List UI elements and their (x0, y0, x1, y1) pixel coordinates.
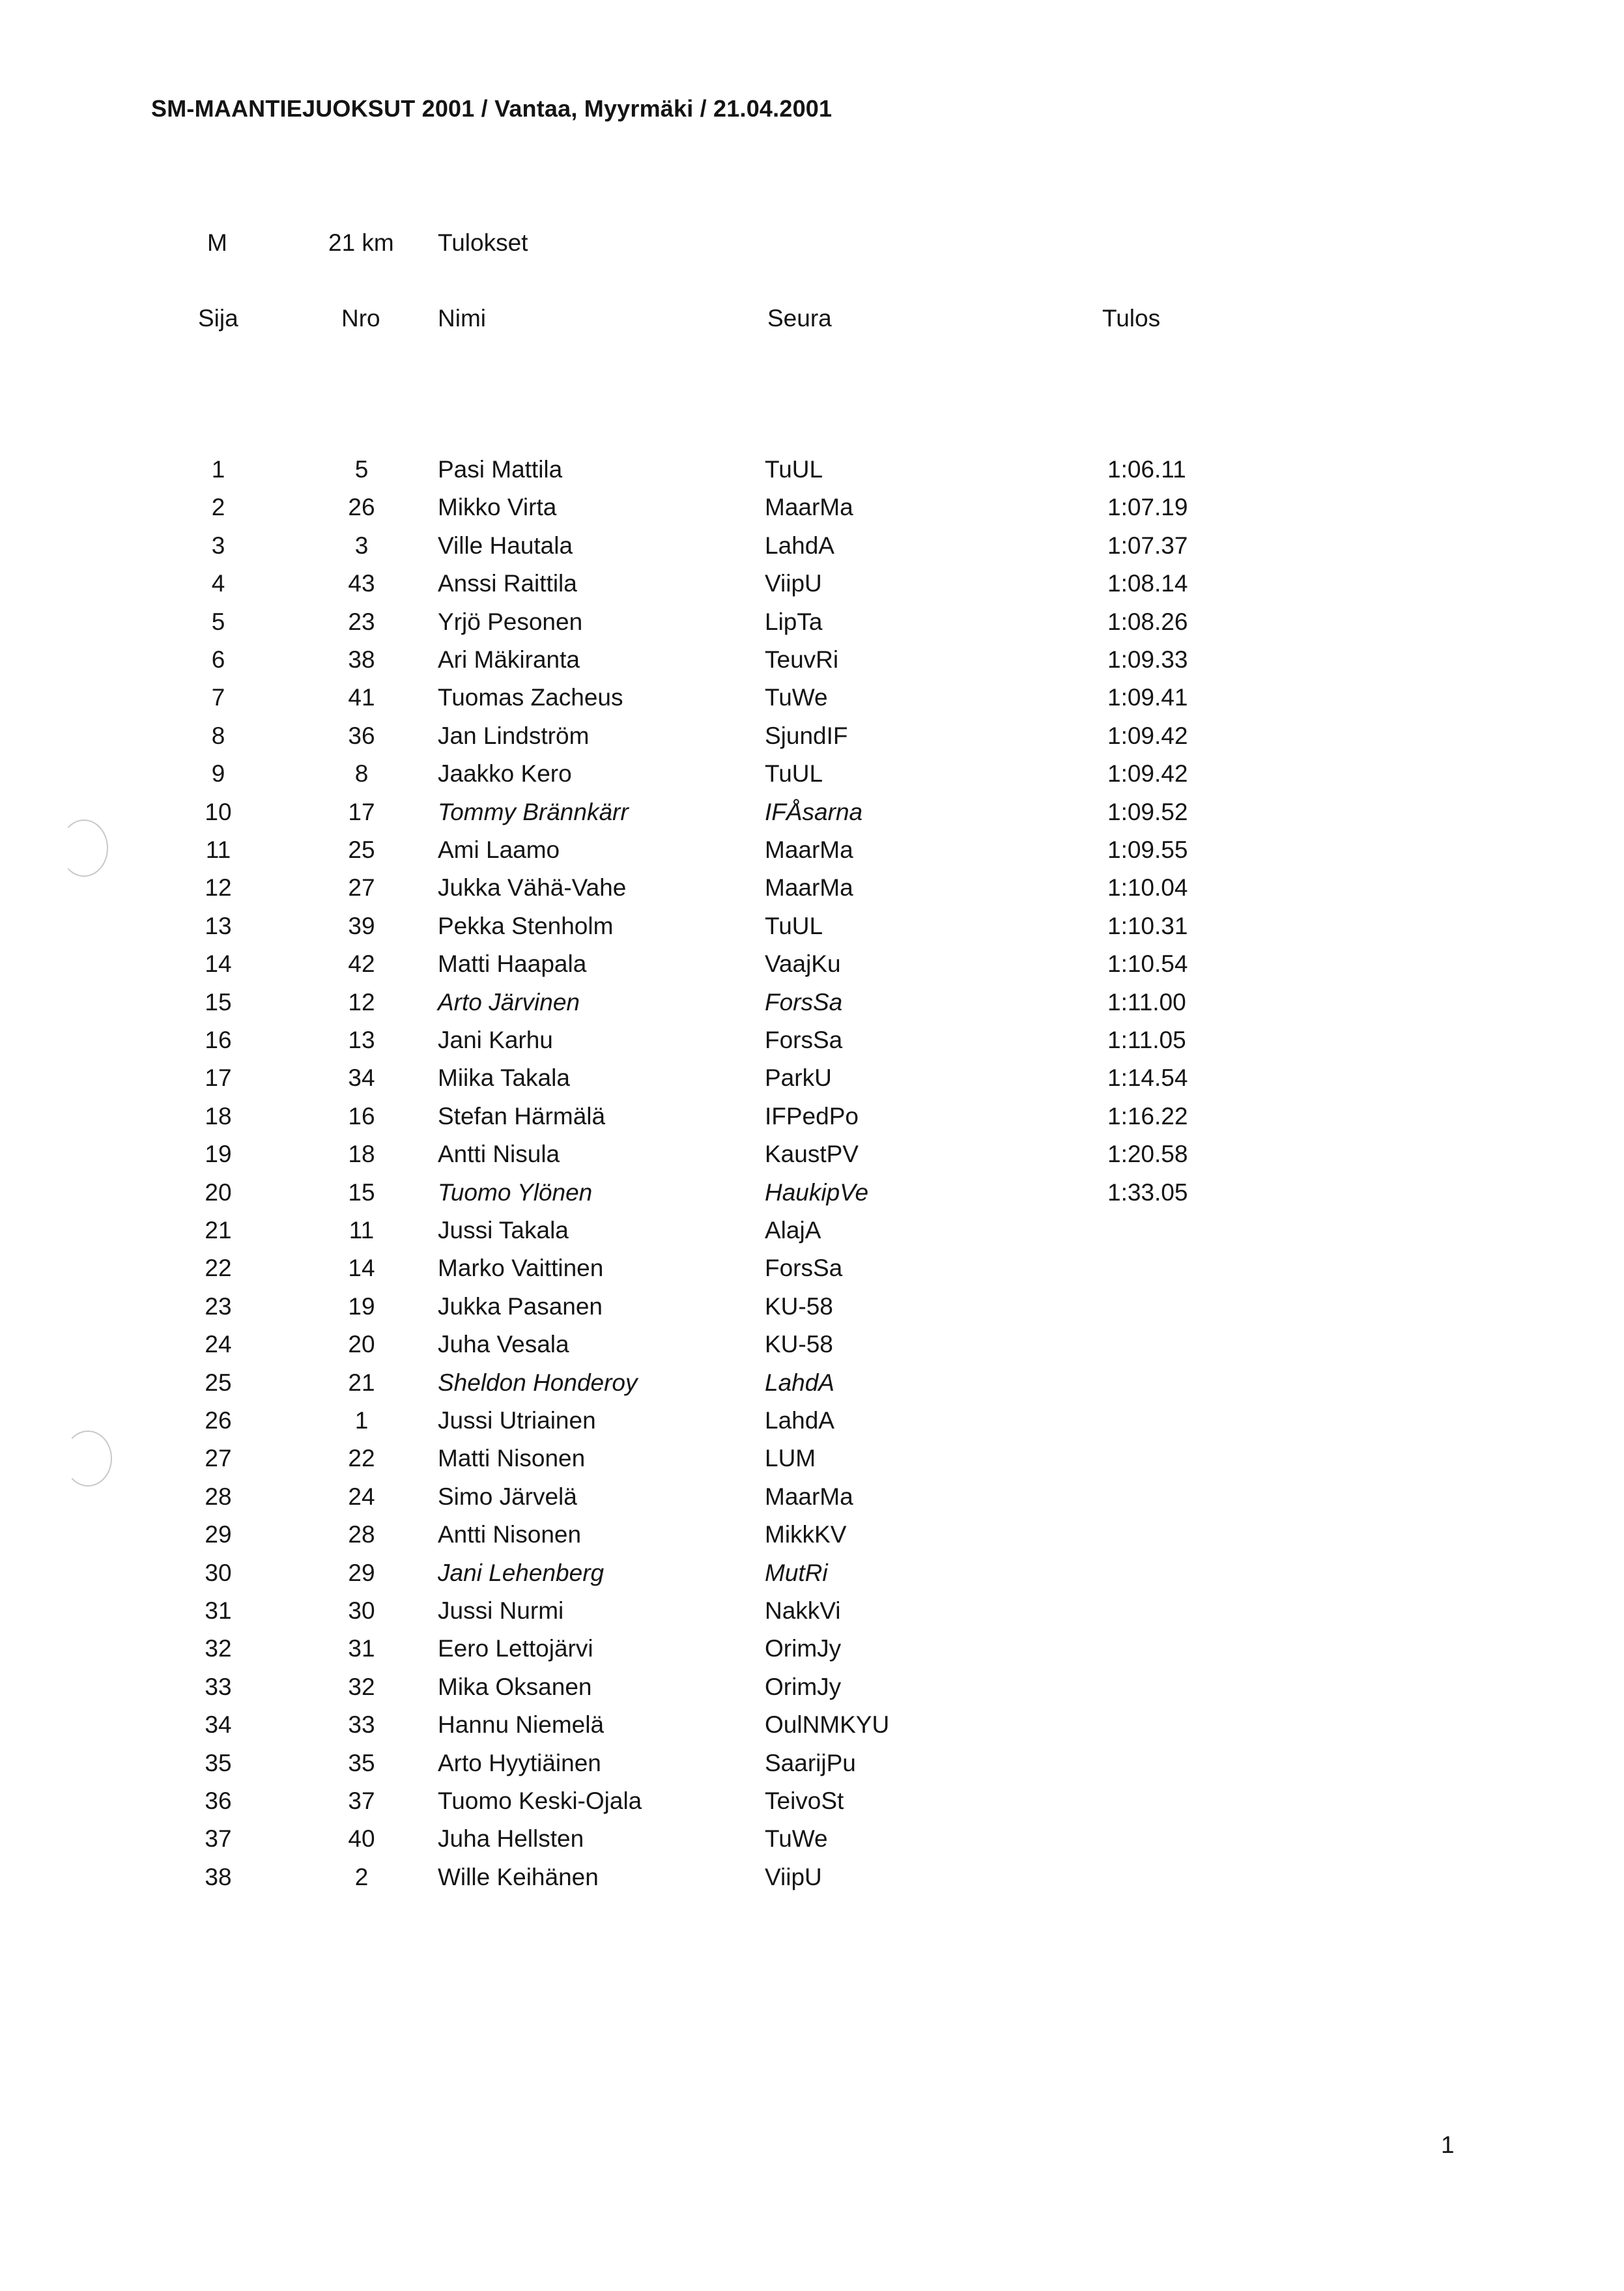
cell-nro: 21 (348, 1369, 375, 1396)
cell-sija: 19 (205, 1141, 232, 1168)
cell-nro: 32 (348, 1673, 375, 1700)
cell-seura: ParkU (765, 1064, 832, 1092)
cell-tulos: 1:08.14 (1107, 570, 1188, 597)
cell-sija: 9 (211, 760, 225, 788)
cell-nimi: Arto Hyytiäinen (438, 1749, 601, 1776)
cell-tulos: 1:11.00 (1107, 988, 1186, 1016)
cell-nro: 42 (348, 950, 375, 978)
cell-nimi: Marko Vaittinen (438, 1255, 604, 1282)
cell-sija: 33 (205, 1673, 232, 1700)
column-header-nro: Nro (341, 305, 380, 332)
cell-sija: 10 (205, 798, 232, 825)
cell-sija: 22 (205, 1255, 232, 1282)
cell-seura: KU-58 (765, 1331, 833, 1358)
cell-tulos: 1:09.41 (1107, 684, 1188, 711)
table-row (0, 1059, 1624, 1097)
cell-nro: 2 (354, 1863, 369, 1890)
cell-tulos: 1:10.31 (1107, 912, 1188, 939)
cell-nimi: Jukka Vähä-Vahe (438, 874, 627, 902)
cell-nro: 24 (348, 1483, 375, 1510)
cell-sija: 8 (211, 722, 225, 749)
cell-seura: IFPedPo (765, 1102, 859, 1130)
cell-seura: OulNMKYU (765, 1711, 890, 1739)
cell-seura: TeuvRi (765, 646, 839, 673)
table-row (0, 869, 1624, 907)
cell-nimi: Tuomo Keski-Ojala (438, 1787, 642, 1814)
cell-nro: 22 (348, 1445, 375, 1472)
cell-seura: LUM (765, 1445, 816, 1472)
cell-nimi: Jaakko Kero (438, 760, 572, 788)
cell-nimi: Juha Hellsten (438, 1825, 584, 1853)
cell-seura: TeivoSt (765, 1787, 844, 1814)
cell-seura: ForsSa (765, 1027, 843, 1053)
cell-nro: 41 (348, 684, 375, 711)
table-row (0, 1516, 1624, 1554)
cell-sija: 20 (205, 1178, 232, 1206)
cell-sija: 2 (211, 494, 225, 521)
cell-sija: 1 (211, 456, 225, 483)
cell-nimi: Tuomas Zacheus (438, 684, 623, 711)
cell-tulos: 1:16.22 (1107, 1102, 1188, 1130)
cell-nimi: Ville Hautala (438, 532, 573, 559)
cell-nimi: Jani Karhu (438, 1027, 553, 1053)
cell-nimi: Matti Nisonen (438, 1445, 586, 1472)
cell-nro: 23 (348, 608, 375, 635)
column-header-tulos: Tulos (1102, 305, 1161, 332)
cell-tulos: 1:11.05 (1107, 1027, 1186, 1053)
cell-seura: ForsSa (765, 1255, 843, 1282)
punch-hole-mark (60, 819, 108, 877)
cell-sija: 7 (211, 684, 225, 711)
cell-nro: 17 (348, 798, 375, 825)
table-row (0, 1440, 1624, 1477)
cell-nro: 31 (348, 1635, 375, 1662)
cell-sija: 31 (205, 1597, 232, 1624)
cell-seura: ViipU (765, 1863, 822, 1890)
cell-nro: 16 (348, 1102, 375, 1130)
cell-nimi: Pasi Mattila (438, 456, 563, 483)
cell-nimi: Pekka Stenholm (438, 912, 614, 939)
cell-seura: VaajKu (765, 950, 841, 978)
cell-nro: 38 (348, 646, 375, 673)
cell-nro: 34 (348, 1064, 375, 1092)
table-row (0, 945, 1624, 983)
table-row (0, 1554, 1624, 1592)
page-number: 1 (1441, 2131, 1455, 2158)
cell-nimi: Sheldon Honderoy (438, 1369, 638, 1396)
cell-sija: 15 (205, 988, 232, 1016)
punch-hole-mark (64, 1430, 112, 1487)
column-header-sija: Sija (198, 305, 238, 332)
cell-sija: 26 (205, 1407, 232, 1434)
cell-nimi: Jani Lehenberg (438, 1559, 605, 1586)
cell-nimi: Mikko Virta (438, 494, 557, 521)
cell-sija: 21 (205, 1217, 232, 1244)
cell-nimi: Antti Nisonen (438, 1521, 582, 1548)
cell-seura: NakkVi (765, 1597, 841, 1624)
cell-tulos: 1:09.42 (1107, 760, 1188, 788)
category-label: Tulokset (438, 229, 528, 256)
table-row (0, 1288, 1624, 1326)
cell-seura: LahdA (765, 1407, 834, 1434)
cell-seura: TuWe (765, 1825, 828, 1853)
column-header-nimi: Nimi (438, 305, 486, 332)
cell-nro: 8 (354, 760, 369, 788)
cell-nimi: Anssi Raittila (438, 570, 577, 597)
cell-seura: TuUL (765, 760, 823, 788)
table-row (0, 717, 1624, 755)
cell-sija: 17 (205, 1064, 232, 1092)
table-row (0, 1668, 1624, 1706)
cell-seura: MaarMa (765, 874, 853, 902)
cell-seura: SaarijPu (765, 1749, 856, 1776)
table-row (0, 1858, 1624, 1896)
cell-tulos: 1:09.42 (1107, 722, 1188, 749)
cell-nimi: Tommy Brännkärr (438, 798, 629, 825)
table-row (0, 1021, 1624, 1059)
cell-nro: 20 (348, 1331, 375, 1358)
cell-sija: 29 (205, 1521, 232, 1548)
table-row (0, 1212, 1624, 1249)
cell-sija: 3 (211, 532, 225, 559)
cell-nimi: Arto Järvinen (438, 988, 580, 1016)
cell-nro: 43 (348, 570, 375, 597)
cell-nimi: Ari Mäkiranta (438, 646, 580, 673)
cell-seura: MaarMa (765, 836, 853, 863)
cell-seura: MikkKV (765, 1521, 847, 1548)
cell-seura: LahdA (765, 1369, 834, 1396)
table-row (0, 1592, 1624, 1630)
cell-sija: 35 (205, 1749, 232, 1776)
cell-seura: OrimJy (765, 1673, 842, 1700)
cell-seura: TuUL (765, 456, 823, 483)
cell-nimi: Ami Laamo (438, 836, 560, 863)
cell-nimi: Mika Oksanen (438, 1673, 592, 1700)
table-row (0, 755, 1624, 793)
cell-tulos: 1:06.11 (1107, 456, 1186, 483)
table-row (0, 1326, 1624, 1363)
cell-nro: 35 (348, 1749, 375, 1776)
cell-seura: HaukipVe (765, 1178, 869, 1206)
cell-seura: ViipU (765, 570, 822, 597)
cell-nro: 40 (348, 1825, 375, 1853)
table-row (0, 793, 1624, 831)
cell-seura: ForsSa (765, 988, 843, 1016)
page-title: SM-MAANTIEJUOKSUT 2001 / Vantaa, Myyrmäki / 21.04.2001 (151, 95, 833, 122)
cell-tulos: 1:10.54 (1107, 950, 1188, 978)
cell-nro: 36 (348, 722, 375, 749)
cell-sija: 38 (205, 1863, 232, 1890)
table-row (0, 1744, 1624, 1782)
cell-nimi: Yrjö Pesonen (438, 608, 583, 635)
cell-nro: 26 (348, 494, 375, 521)
table-row (0, 1630, 1624, 1668)
cell-nro: 3 (354, 532, 369, 559)
cell-nro: 29 (348, 1559, 375, 1586)
cell-sija: 23 (205, 1292, 232, 1320)
cell-sija: 18 (205, 1102, 232, 1130)
cell-seura: TuUL (765, 912, 823, 939)
cell-nimi: Matti Haapala (438, 950, 587, 978)
cell-tulos: 1:33.05 (1107, 1178, 1188, 1206)
cell-nro: 27 (348, 874, 375, 902)
cell-seura: MaarMa (765, 494, 853, 521)
table-row (0, 1706, 1624, 1744)
cell-nro: 28 (348, 1521, 375, 1548)
table-row (0, 1135, 1624, 1173)
cell-sija: 30 (205, 1559, 232, 1586)
cell-tulos: 1:14.54 (1107, 1064, 1188, 1092)
cell-sija: 28 (205, 1483, 232, 1510)
table-row (0, 489, 1624, 526)
table-row (0, 1478, 1624, 1516)
cell-seura: IFÅsarna (765, 798, 863, 825)
cell-nimi: Jussi Utriainen (438, 1407, 596, 1434)
cell-nro: 5 (354, 456, 369, 483)
cell-nimi: Jan Lindström (438, 722, 590, 749)
cell-nimi: Simo Järvelä (438, 1483, 577, 1510)
cell-tulos: 1:20.58 (1107, 1141, 1188, 1168)
cell-nimi: Juha Vesala (438, 1331, 569, 1358)
cell-nimi: Jussi Takala (438, 1217, 569, 1244)
cell-nro: 39 (348, 912, 375, 939)
cell-seura: LipTa (765, 608, 823, 635)
table-row (0, 679, 1624, 717)
cell-nro: 1 (354, 1407, 369, 1434)
cell-seura: SjundIF (765, 722, 848, 749)
cell-nro: 33 (348, 1711, 375, 1739)
table-row (0, 527, 1624, 565)
cell-nimi: Jukka Pasanen (438, 1292, 603, 1320)
table-row (0, 984, 1624, 1021)
cell-nro: 25 (348, 836, 375, 863)
cell-sija: 24 (205, 1331, 232, 1358)
cell-sija: 13 (205, 912, 232, 939)
cell-nro: 15 (348, 1178, 375, 1206)
cell-seura: MutRi (765, 1559, 828, 1586)
table-row (0, 907, 1624, 945)
table-row (0, 1782, 1624, 1820)
cell-sija: 14 (205, 950, 232, 978)
cell-tulos: 1:07.37 (1107, 532, 1188, 559)
cell-sija: 36 (205, 1787, 232, 1814)
column-header-seura: Seura (767, 305, 832, 332)
cell-nro: 12 (348, 988, 375, 1016)
cell-nimi: Hannu Niemelä (438, 1711, 605, 1739)
cell-nimi: Stefan Härmälä (438, 1102, 606, 1130)
table-row (0, 1249, 1624, 1287)
table-row (0, 451, 1624, 489)
cell-sija: 37 (205, 1825, 232, 1853)
cell-seura: KU-58 (765, 1292, 833, 1320)
cell-seura: AlajA (765, 1217, 821, 1244)
cell-sija: 25 (205, 1369, 232, 1396)
table-row (0, 831, 1624, 869)
cell-seura: MaarMa (765, 1483, 853, 1510)
cell-nro: 11 (349, 1217, 375, 1244)
cell-nro: 19 (348, 1292, 375, 1320)
table-row (0, 1364, 1624, 1402)
cell-nimi: Antti Nisula (438, 1141, 560, 1168)
cell-tulos: 1:09.52 (1107, 798, 1188, 825)
cell-nro: 14 (348, 1255, 375, 1282)
table-row (0, 1402, 1624, 1440)
cell-sija: 34 (205, 1711, 232, 1739)
category-distance: 21 km (328, 229, 394, 256)
cell-nimi: Jussi Nurmi (438, 1597, 564, 1624)
cell-seura: OrimJy (765, 1635, 842, 1662)
table-row (0, 603, 1624, 641)
table-row (0, 1820, 1624, 1858)
cell-sija: 6 (211, 646, 225, 673)
cell-tulos: 1:08.26 (1107, 608, 1188, 635)
cell-sija: 4 (211, 570, 225, 597)
cell-sija: 16 (205, 1027, 232, 1053)
cell-nro: 13 (348, 1027, 375, 1053)
cell-tulos: 1:10.04 (1107, 874, 1188, 902)
table-row (0, 565, 1624, 603)
cell-seura: TuWe (765, 684, 828, 711)
table-row (0, 1174, 1624, 1212)
cell-sija: 5 (211, 608, 225, 635)
cell-nimi: Eero Lettojärvi (438, 1635, 593, 1662)
table-row (0, 641, 1624, 679)
cell-sija: 27 (205, 1445, 232, 1472)
cell-nimi: Tuomo Ylönen (438, 1178, 593, 1206)
table-row (0, 1098, 1624, 1135)
cell-tulos: 1:09.33 (1107, 646, 1188, 673)
cell-sija: 12 (205, 874, 232, 902)
cell-seura: LahdA (765, 532, 834, 559)
cell-seura: KaustPV (765, 1141, 859, 1168)
category-series: M (207, 229, 227, 256)
cell-tulos: 1:09.55 (1107, 836, 1188, 863)
cell-nimi: Wille Keihänen (438, 1863, 599, 1890)
cell-nimi: Miika Takala (438, 1064, 570, 1092)
cell-nro: 30 (348, 1597, 375, 1624)
cell-sija: 11 (205, 836, 231, 863)
cell-sija: 32 (205, 1635, 232, 1662)
cell-nro: 18 (348, 1141, 375, 1168)
cell-nro: 37 (348, 1787, 375, 1814)
cell-tulos: 1:07.19 (1107, 494, 1188, 521)
